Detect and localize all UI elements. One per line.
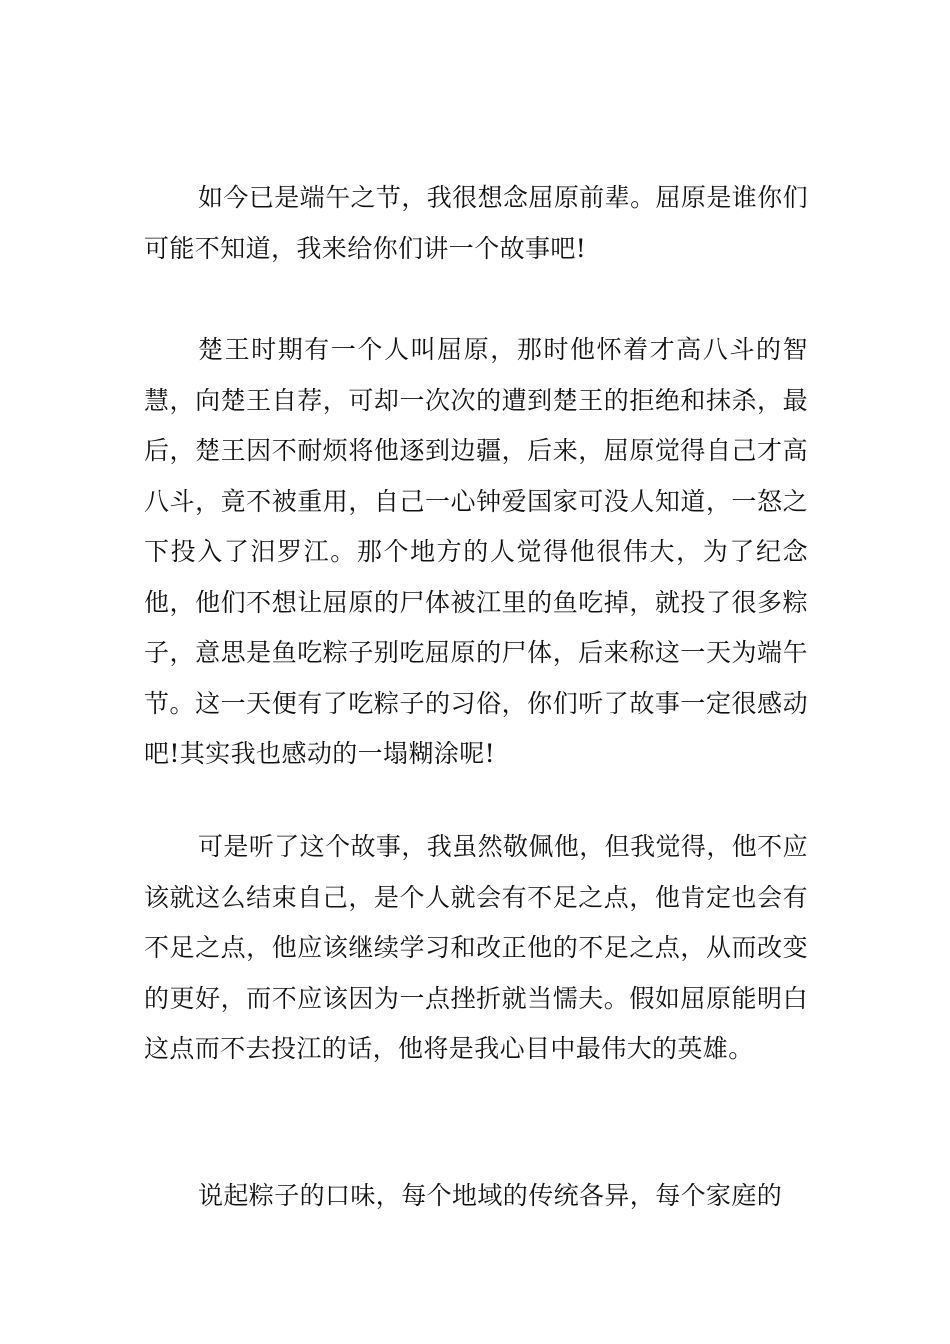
paragraph-reflection: 可是听了这个故事，我虽然敬佩他，但我觉得，他不应该就这么结束自己，是个人就会有不足之点，他肯定也会有不足之点，他应该继续学习和改正他的不足之点，从而改变的更好，而不应该因为一点挫折就当懦夫。假如屈原能明白这点而不去投江的话，他将是我心目中最伟大的英雄。 — [144, 832, 808, 1063]
paragraph-intro: 如今已是端午之节，我很想念屈原前辈。屈原是谁你们可能不知道，我来给你们讲一个故事吧! — [144, 183, 808, 263]
paragraph-story: 楚王时期有一个人叫屈原，那时他怀着才高八斗的智慧，向楚王自荐，可却一次次的遭到楚王的拒绝和抹杀，最后，楚王因不耐烦将他逐到边疆，后来，屈原觉得自己才高八斗，竟不被重用，自己一心钟爱国家可没人知道，一怒之下投入了汨罗江。那个地方的人觉得他很伟大，为了纪念他，他们不想让屈原的尸体被江里的鱼吃掉，就投了很多粽子，意思是鱼吃粽子别吃屈原的尸体，后来称这一天为端午节。这一天便有了吃粽子的习俗，你们听了故事一定很感动吧!其实我也感动的一塌糊涂呢! — [144, 335, 808, 768]
paragraph-zongzi-flavor: 说起粽子的口味，每个地域的传统各异，每个家庭的 — [198, 1181, 783, 1210]
